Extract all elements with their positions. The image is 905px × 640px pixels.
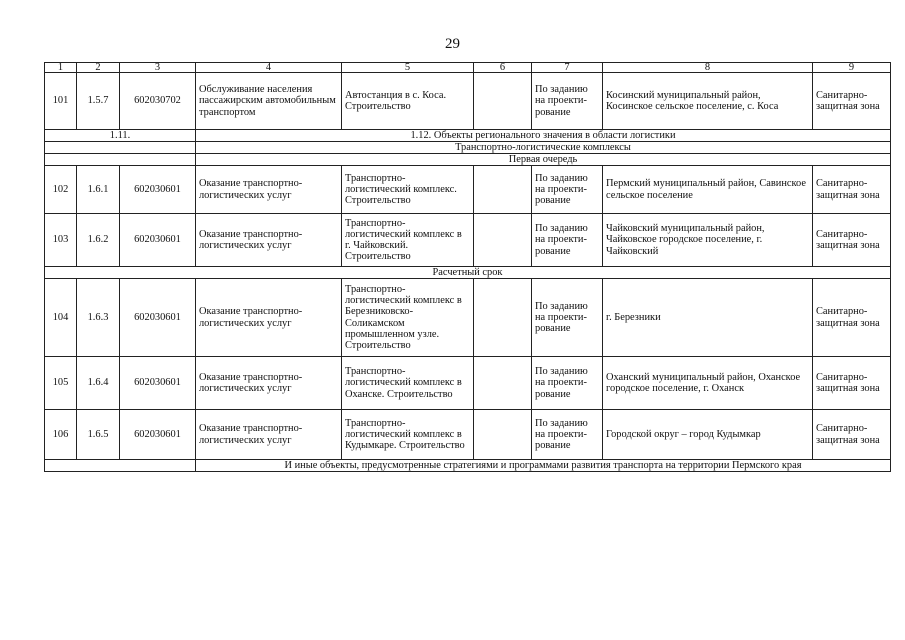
column-number: 5 xyxy=(342,63,474,73)
row-location: Косинский муниципальный район, Косинское сельское поселение, с. Коса xyxy=(603,73,813,130)
row-location: Оханский муниципальный район, Оханское городское поселение, г. Оханск xyxy=(603,357,813,410)
row-basis: По заданию на проекти-рование xyxy=(532,410,603,460)
row-location: Городской округ – город Кудымкар xyxy=(603,410,813,460)
column-number: 3 xyxy=(120,63,196,73)
row-id: 602030601 xyxy=(120,166,196,214)
row-number: 102 xyxy=(45,166,77,214)
table-row xyxy=(45,214,891,267)
column-number-header-row xyxy=(45,63,891,73)
row-object: Транспортно-логистический комплекс в Кудымкаре. Строительство xyxy=(342,410,474,460)
section-number: 1.11. xyxy=(45,130,196,142)
empty-cell xyxy=(45,142,196,154)
stage-heading: Первая очередь xyxy=(196,154,891,166)
row-id: 602030601 xyxy=(120,357,196,410)
row-object: Транспортно-логистический комплекс в Оханске. Строительство xyxy=(342,357,474,410)
empty-cell xyxy=(45,154,196,166)
stage-row xyxy=(45,154,891,166)
row-location: Чайковский муниципальный район, Чайковское городское поселение, г. Чайковский xyxy=(603,214,813,267)
row-id: 602030702 xyxy=(120,73,196,130)
row-object: Транспортно-логистический комплекс в Березниковско-Соликамском промышленном узле. Строительство xyxy=(342,279,474,357)
row-purpose: Оказание транспортно-логистических услуг xyxy=(196,214,342,267)
row-object: Транспортно-логистический комплекс в г. Чайковский. Строительство xyxy=(342,214,474,267)
row-purpose: Оказание транспортно-логистических услуг xyxy=(196,357,342,410)
row-code: 1.6.1 xyxy=(77,166,120,214)
column-number: 8 xyxy=(603,63,813,73)
column-number: 4 xyxy=(196,63,342,73)
page-number: 29 xyxy=(445,36,460,52)
row-zone: Санитарно-защитная зона xyxy=(813,214,891,267)
row-zone: Санитарно-защитная зона xyxy=(813,279,891,357)
row-number: 103 xyxy=(45,214,77,267)
stage-heading: Расчетный срок xyxy=(45,267,891,279)
table-row xyxy=(45,279,891,357)
row-object: Транспортно-логистический комплекс. Строительство xyxy=(342,166,474,214)
footer-row xyxy=(45,460,891,472)
row-basis: По заданию на проекти-рование xyxy=(532,166,603,214)
row-col6 xyxy=(474,166,532,214)
row-col6 xyxy=(474,357,532,410)
row-code: 1.5.7 xyxy=(77,73,120,130)
row-id: 602030601 xyxy=(120,410,196,460)
row-basis: По заданию на проекти-рование xyxy=(532,214,603,267)
row-location: Пермский муниципальный район, Савинское сельское поселение xyxy=(603,166,813,214)
row-code: 1.6.3 xyxy=(77,279,120,357)
stage-row xyxy=(45,267,891,279)
table-row xyxy=(45,357,891,410)
row-purpose: Оказание транспортно-логистических услуг xyxy=(196,166,342,214)
row-code: 1.6.5 xyxy=(77,410,120,460)
row-basis: По заданию на проекти-рование xyxy=(532,73,603,130)
row-number: 105 xyxy=(45,357,77,410)
row-purpose: Обслуживание населения пассажирским автомобильным транспортом xyxy=(196,73,342,130)
row-code: 1.6.4 xyxy=(77,357,120,410)
table-row xyxy=(45,410,891,460)
column-number: 2 xyxy=(77,63,120,73)
empty-cell xyxy=(45,460,196,472)
row-zone: Санитарно-защитная зона xyxy=(813,410,891,460)
objects-table xyxy=(44,62,891,472)
row-code: 1.6.2 xyxy=(77,214,120,267)
row-basis: По заданию на проекти-рование xyxy=(532,357,603,410)
row-object: Автостанция в с. Коса. Строительство xyxy=(342,73,474,130)
row-col6 xyxy=(474,279,532,357)
section-title: 1.12. Объекты регионального значения в области логистики xyxy=(196,130,891,142)
table-row xyxy=(45,73,891,130)
row-purpose: Оказание транспортно-логистических услуг xyxy=(196,279,342,357)
row-zone: Санитарно-защитная зона xyxy=(813,357,891,410)
column-number: 6 xyxy=(474,63,532,73)
subheading-row xyxy=(45,142,891,154)
row-zone: Санитарно-защитная зона xyxy=(813,73,891,130)
row-id: 602030601 xyxy=(120,279,196,357)
column-number: 9 xyxy=(813,63,891,73)
row-purpose: Оказание транспортно-логистических услуг xyxy=(196,410,342,460)
subheading: Транспортно-логистические комплексы xyxy=(196,142,891,154)
row-location: г. Березники xyxy=(603,279,813,357)
row-col6 xyxy=(474,410,532,460)
row-col6 xyxy=(474,214,532,267)
row-id: 602030601 xyxy=(120,214,196,267)
table-row xyxy=(45,166,891,214)
row-zone: Санитарно-защитная зона xyxy=(813,166,891,214)
row-basis: По заданию на проекти-рование xyxy=(532,279,603,357)
row-number: 106 xyxy=(45,410,77,460)
column-number: 1 xyxy=(45,63,77,73)
section-heading-row xyxy=(45,130,891,142)
row-number: 101 xyxy=(45,73,77,130)
row-number: 104 xyxy=(45,279,77,357)
footer-note: И иные объекты, предусмотренные стратегиями и программами развития транспорта на территории Пермского края xyxy=(196,460,891,472)
row-col6 xyxy=(474,73,532,130)
column-number: 7 xyxy=(532,63,603,73)
